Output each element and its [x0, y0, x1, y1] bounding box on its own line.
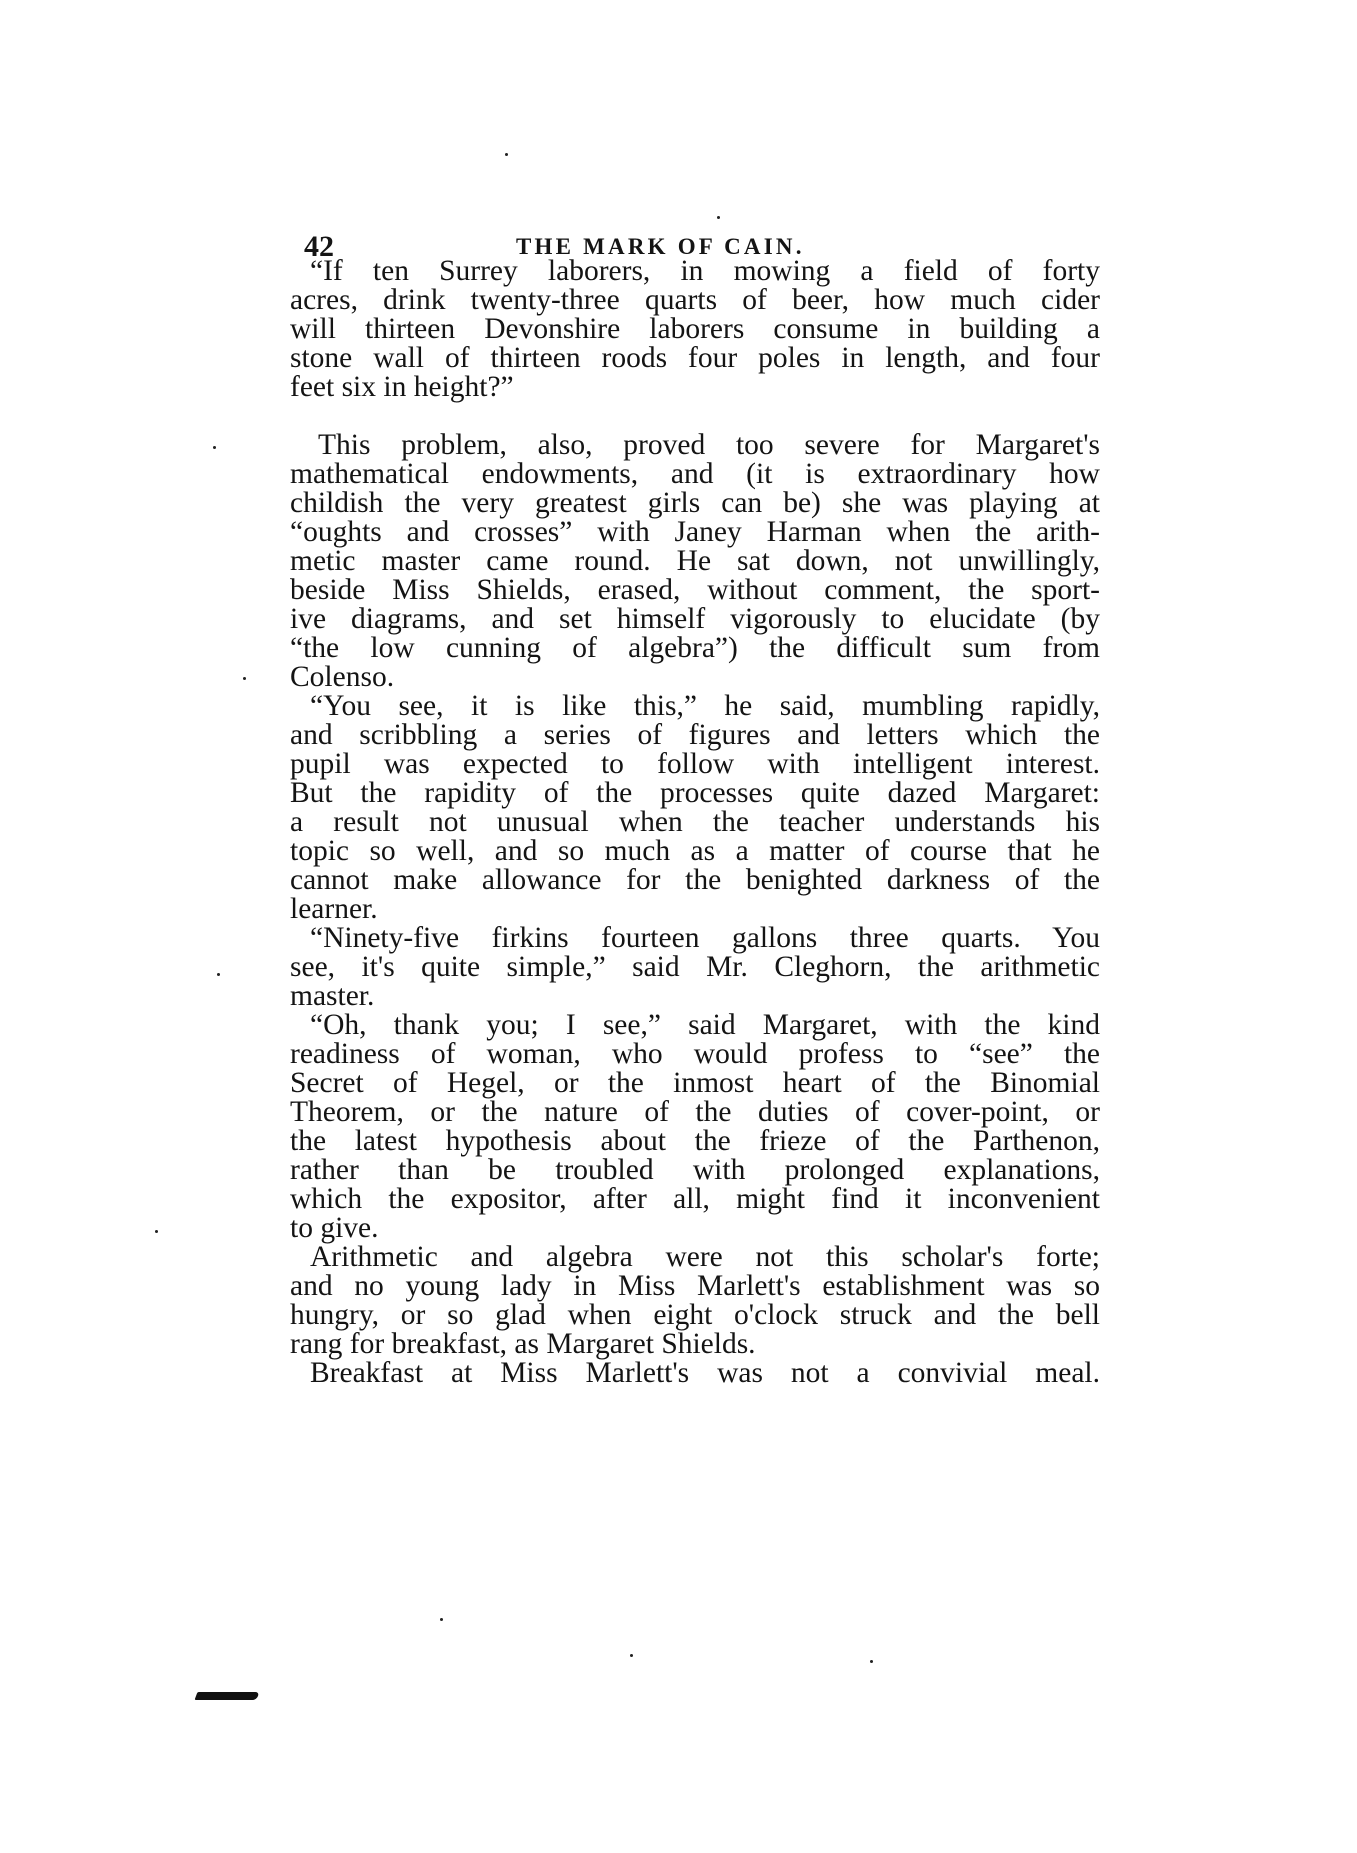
- text-line: rang for breakfast, as Margaret Shields.: [290, 1328, 756, 1360]
- text-line: childish the very greatest girls can be) she was playing at: [290, 487, 1100, 519]
- text-line: and scribbling a series of figures and letters which the: [290, 719, 1100, 751]
- text-line: “Ninety-five firkins fourteen gallons three quarts. You: [310, 922, 1100, 954]
- print-speck: [717, 216, 720, 219]
- text-line: Breakfast at Miss Marlett's was not a convivial meal.: [310, 1357, 1100, 1389]
- text-line: “oughts and crosses” with Janey Harman when the arith-: [290, 516, 1100, 548]
- text-line: rather than be troubled with prolonged explanations,: [290, 1154, 1100, 1186]
- text-line: which the expositor, after all, might find it inconvenient: [290, 1183, 1100, 1215]
- text-line: “Oh, thank you; I see,” said Margaret, with the kind: [310, 1009, 1100, 1041]
- text-line: hungry, or so glad when eight o'clock struck and the bell: [290, 1299, 1100, 1331]
- text-line: master.: [290, 980, 375, 1012]
- text-line: a result not unusual when the teacher understands his: [290, 806, 1100, 838]
- text-line: readiness of woman, who would profess to “see” the: [290, 1038, 1100, 1070]
- print-speck: [630, 1654, 633, 1657]
- text-line: cannot make allowance for the benighted darkness of the: [290, 864, 1100, 896]
- print-speck: [505, 153, 508, 156]
- text-line: “the low cunning of algebra”) the difficult sum from: [290, 632, 1100, 664]
- text-line: Colenso.: [290, 661, 395, 693]
- text-line: topic so well, and so much as a matter of course that he: [290, 835, 1100, 867]
- text-line: see, it's quite simple,” said Mr. Cleghorn, the arithmetic: [290, 951, 1100, 983]
- text-line: stone wall of thirteen roods four poles in length, and four: [290, 342, 1100, 374]
- print-speck: [213, 446, 216, 449]
- print-speck: [217, 973, 220, 976]
- text-line: Secret of Hegel, or the inmost heart of the Binomial: [290, 1067, 1100, 1099]
- ink-smudge: [195, 1692, 260, 1700]
- page-number: 42: [304, 230, 334, 263]
- text-line: will thirteen Devonshire laborers consume in building a: [290, 313, 1100, 345]
- text-line: This problem, also, proved too severe for Margaret's: [318, 429, 1100, 461]
- text-line: “You see, it is like this,” he said, mumbling rapidly,: [310, 690, 1100, 722]
- print-speck: [870, 1660, 873, 1663]
- text-line: metic master came round. He sat down, not unwillingly,: [290, 545, 1100, 577]
- text-line: and no young lady in Miss Marlett's establishment was so: [290, 1270, 1100, 1302]
- running-title: THE MARK OF CAIN.: [516, 234, 805, 259]
- text-line: to give.: [290, 1212, 379, 1244]
- print-speck: [243, 677, 246, 680]
- text-line: learner.: [290, 893, 378, 925]
- text-line: feet six in height?”: [290, 371, 514, 403]
- text-line: Theorem, or the nature of the duties of cover-point, or: [290, 1096, 1100, 1128]
- text-line: the latest hypothesis about the frieze of the Parthenon,: [290, 1125, 1100, 1157]
- text-line: ive diagrams, and set himself vigorously to elucidate (by: [290, 603, 1100, 635]
- text-line: “If ten Surrey laborers, in mowing a field of forty: [310, 255, 1100, 287]
- text-line: beside Miss Shields, erased, without comment, the sport-: [290, 574, 1100, 606]
- text-line: Arithmetic and algebra were not this scholar's forte;: [310, 1241, 1100, 1273]
- text-line: But the rapidity of the processes quite dazed Margaret:: [290, 777, 1100, 809]
- print-speck: [440, 1618, 443, 1621]
- text-line: acres, drink twenty-three quarts of beer, how much cider: [290, 284, 1100, 316]
- text-line: pupil was expected to follow with intelligent interest.: [290, 748, 1100, 780]
- print-speck: [155, 1230, 158, 1233]
- text-line: mathematical endowments, and (it is extraordinary how: [290, 458, 1100, 490]
